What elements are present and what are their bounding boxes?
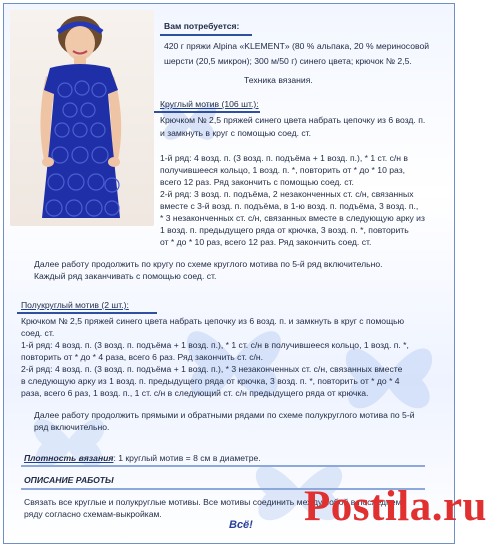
round-motif-after: Каждый ряд заканчивать с помощью соед. ст. — [34, 271, 217, 281]
round-motif-line: всего 12 раз. Ряд закончить с помощью соед. ст. — [160, 177, 354, 187]
gauge-text: : 1 круглый мотив = 8 см в диаметре. — [113, 453, 261, 463]
round-motif-line: 1 возд. п. предыдущего ряда от крючка, 3 возд. п. *, повторить — [160, 225, 409, 235]
half-motif-line: соед. ст. — [21, 328, 55, 338]
model-photo — [10, 10, 154, 226]
page-frame — [3, 3, 487, 544]
technique-heading: Техника вязания. — [244, 75, 313, 85]
materials-title: Вам потребуется: — [164, 21, 240, 31]
half-motif-line: Крючком № 2,5 пряжей синего цвета набрать цепочку из 6 возд. п. и замкнуть в круг с помощью — [21, 316, 405, 326]
title-underline — [160, 34, 252, 36]
round-motif-line: 1-й ряд: 4 возд. п. (3 возд. п. подъёма + 1 возд. п.), * 1 ст. с/н в — [160, 153, 408, 163]
round-motif-line: 2-й ряд: 3 возд. п. подъёма, 2 незаконченных ст. с/н, связанных — [160, 189, 414, 199]
title-underline — [154, 111, 260, 113]
description-line: ряду согласно схемам-выкройкам. — [24, 509, 162, 519]
half-motif-line: повторить от * до * 4 раза, всего 6 раз. Ряд закончить ст. с/н. — [21, 352, 264, 362]
end-note: Всё! — [229, 519, 253, 531]
half-motif-line: 1-й ряд: 4 возд. п. (3 возд. п. подъёма + 1 возд. п.), * 1 ст. с/н в получившееся кольцо, 1 возд. п. *, — [21, 340, 409, 350]
round-motif-line: и замкнуть в круг с помощью соед. ст. — [160, 128, 312, 138]
half-motif-after: ряд включительно. — [34, 422, 110, 432]
round-motif-line: от * до * 10 раз, всего 12 раз. Ряд закончить соед. ст. — [160, 237, 372, 247]
round-motif-after: Далее работу продолжить по кругу по схеме круглого мотива по 5-й ряд включительно. — [34, 259, 383, 269]
half-motif-title: Полукруглый мотив (2 шт.): — [21, 300, 129, 310]
description-title: ОПИСАНИЕ РАБОТЫ — [24, 475, 114, 485]
materials-line: 420 г пряжи Alpina «KLEMENT» (80 % альпака, 20 % мериносовой — [164, 41, 430, 51]
round-motif-line: вместе с 3-й возд. п. подъёма, в 1-ю возд. п. подъёма, 3 возд. п., — [160, 201, 419, 211]
watermark-logo: Postila.ru — [304, 483, 487, 530]
title-underline — [17, 312, 157, 314]
half-motif-after: Далее работу продолжить прямыми и обратными рядами по схеме полукруглого мотива по 5-й — [34, 410, 415, 420]
round-motif-line: получившееся кольцо, 1 возд. п. *, повторить от * до * 10 раз, — [160, 165, 406, 175]
half-motif-line: раза, всего 6 раз, 1 возд. п., 1 ст. с/н в следующий ст. с/н предыдущего ряда от крючка. — [21, 388, 369, 398]
description-line: Связать все круглые и полукруглые мотивы. Все мотивы соединить между собой в последнем — [24, 497, 402, 507]
gauge-line — [24, 452, 261, 464]
half-motif-line: 2-й ряд: 4 возд. п. (3 возд. п. подъёма + 1 возд. п.), * 3 незаконченных ст. с/н, связанных вместе — [21, 364, 403, 374]
half-motif-line: в следующую арку из 1 возд. п. предыдущего ряда от крючка, 3 возд. п. *, повторить от * до * 4 — [21, 376, 400, 386]
section-divider — [21, 465, 425, 467]
round-motif-title: Круглый мотив (106 шт.): — [160, 99, 259, 109]
round-motif-line: Крючком № 2,5 пряжей синего цвета набрать цепочку из 6 возд. п. — [160, 115, 426, 125]
materials-line: шерсти (20,5 микрон); 300 м/50 г) синего цвета; крючок № 2,5. — [164, 56, 412, 66]
gauge-label: Плотность вязания — [24, 453, 114, 463]
round-motif-line: * 3 незаконченных ст. с/н, связанных вместе в следующую арку из — [160, 213, 425, 223]
